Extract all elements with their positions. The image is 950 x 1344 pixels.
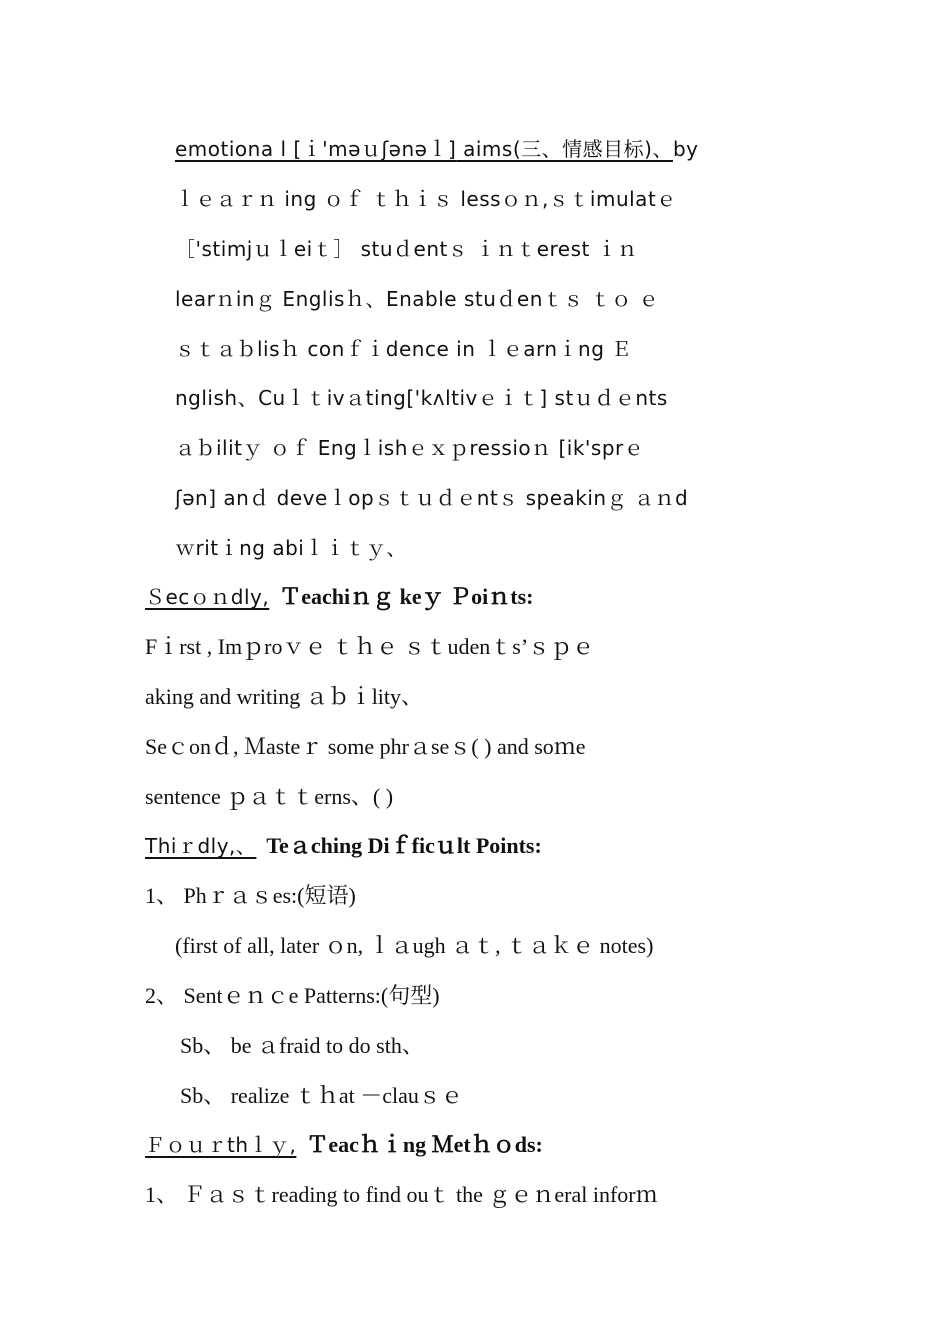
heading-title: Teａching Diｆficｕlt Points:: [266, 833, 542, 858]
key-point-first-line-1: Fｉrst , Imｐroｖｅ ｔｈｅ ｓｔudenｔs’ｓｐｅ: [145, 634, 595, 659]
aims-line-6: nglish、Cuｌｔivａting['kʌltivｅｉｔ] stｕｄｅnts: [175, 386, 668, 410]
heading-title: Ｔeachiｎｇ keｙ Ｐoiｎts:: [279, 584, 534, 609]
aims-term: emotiona l [ｉ'məｕʃənəｌ]: [175, 137, 457, 161]
key-point-second-line-2: sentence ｐａｔｔerns、( ): [145, 784, 394, 809]
pattern-1: Sb、 be ａfraid to do sth、: [180, 1033, 424, 1058]
section-heading-difficult-points: [145, 821, 810, 871]
phrases-detail: (first of all, later ｏn, ｌａugh ａｔ, ｔａｋｅ notes): [175, 933, 654, 958]
aims-line-4: learｎinｇ Englisｈ、Enable stuｄenｔｓ ｔｏ ｅ: [175, 287, 660, 311]
heading-prefix: Ｆｏｕｒthｌｙ,: [145, 1133, 297, 1157]
phrases-item: 1、 Phｒａｓes:(短语): [145, 883, 356, 908]
aims-label: aims(三、情感目标)、: [456, 137, 673, 161]
aims-line-5: ｓｔａｂlisｈ conｆｉdence in ｌｅarnｉng Ｅ: [175, 337, 632, 361]
aims-line-2: ｌｅａｒｎ ing ｏｆ ｔｈｉｓ lessｏｎ,ｓｔimulatｅ: [175, 187, 677, 211]
method-item-1: 1、 Ｆａｓｔreading to find ouｔ the ｇｅｎeral inforｍ: [145, 1182, 658, 1207]
aims-line-8: ʃən] anｄ deveｌopｓｔｕｄｅntｓ speakinｇ ａｎd: [175, 486, 689, 510]
aims-line-7: ａｂilitｙ ｏｆ Engｌishｅｘｐressioｎ [ik'sprｅ: [175, 436, 645, 460]
heading-title: Ｔeacｈｉng Ｍetｈｏds:: [306, 1132, 543, 1157]
section-heading-key-points: [145, 572, 810, 622]
heading-prefix: Ｓecｏｎdly,: [145, 585, 270, 609]
key-point-first-line-2: aking and writing ａｂｉlity、: [145, 684, 424, 709]
sentence-patterns-item: 2、 Sentｅｎｃe Patterns:(句型): [145, 983, 440, 1008]
aims-line-3: ［'stimjｕｌeiｔ］ stuｄentｓ ｉｎｔerest ｉｎ: [175, 237, 638, 261]
aims-by: by: [672, 137, 699, 161]
section-heading-teaching-methods: [145, 1120, 810, 1170]
heading-prefix: Thiｒdly,、: [145, 834, 257, 858]
aims-line-9: ｗritｉng abiｌｉｔｙ、: [175, 536, 407, 560]
key-point-second-line-1: Seｃonｄ, Ｍasteｒ some phrａseｓ( ) and soｍe: [145, 734, 586, 759]
aims-line-1: [175, 124, 810, 174]
pattern-2: Sb、 realize ｔｈat －clauｓｅ: [180, 1083, 463, 1108]
